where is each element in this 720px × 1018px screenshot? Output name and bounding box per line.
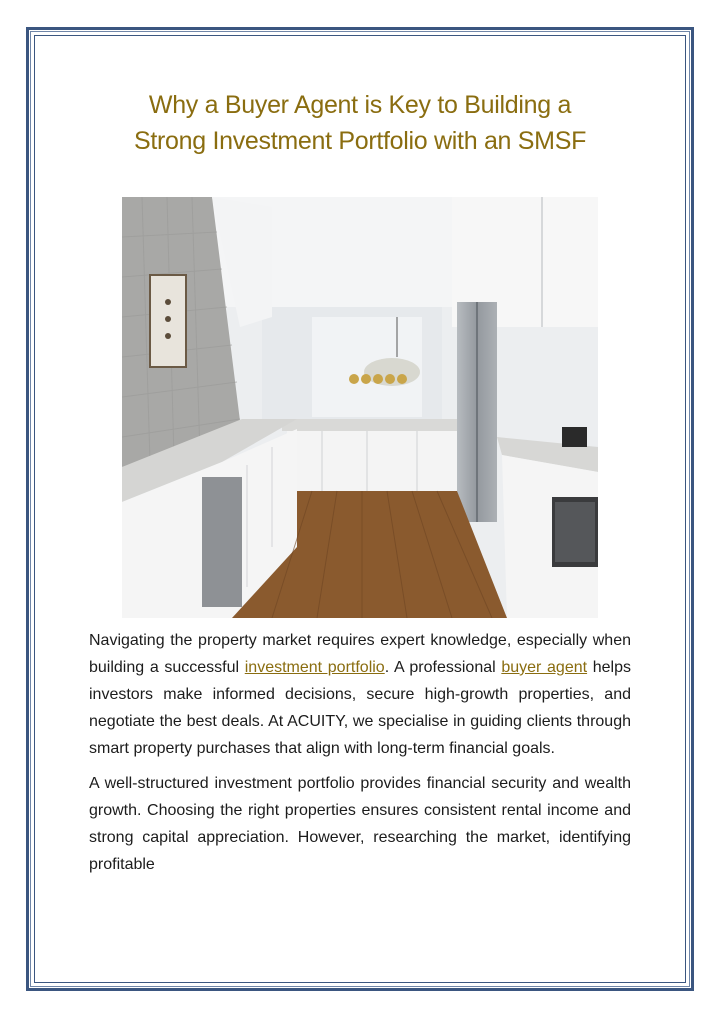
document-title — [40, 87, 680, 159]
paragraph-2: A well-structured investment portfolio provides financial security and wealth growth. Choosing the right properties ensures consistent rental income and strong capital appreciation. However, researching the market, identifying profitable — [89, 775, 631, 873]
buyer-agent-link[interactable]: buyer agent — [501, 659, 588, 676]
paragraph-1 — [89, 627, 631, 762]
kitchen-photo — [122, 197, 598, 618]
title-line-2: Strong Investment Portfolio with an SMSF — [133, 127, 587, 155]
title-line-1: Why a Buyer Agent is Key to Building a — [148, 91, 572, 119]
paragraph-1-part-2: . A professional — [384, 659, 502, 676]
article-body — [89, 627, 631, 886]
paragraph-1-part-3: helps investors make informed decisions, secure high-growth properties, and negotiate the best deals. At ACUITY, we specialise in guiding clients through smart property purchases that align with long-term financial goals. — [89, 659, 631, 757]
paragraph-1-part-1: Navigating the property market requires expert knowledge, especially when building a successful — [89, 632, 631, 676]
investment-portfolio-link[interactable]: investment portfolio — [244, 659, 385, 676]
